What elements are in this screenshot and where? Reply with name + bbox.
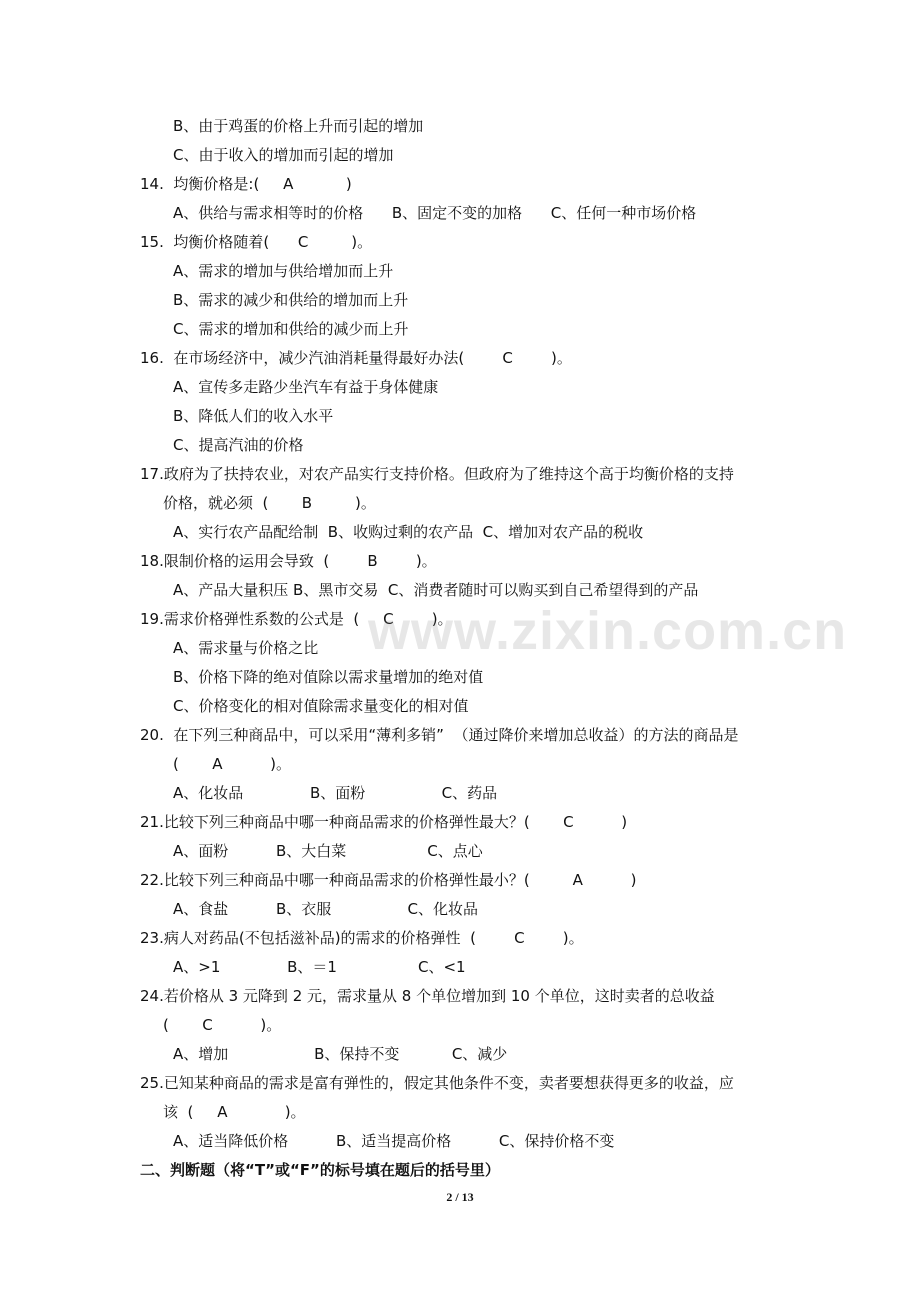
text-line: A、增加 B、保持不变 C、减少 bbox=[173, 1045, 508, 1063]
text-line: A、>1 B、＝1 C、<1 bbox=[173, 958, 466, 976]
text-line: A、需求的增加与供给增加而上升 bbox=[173, 262, 394, 280]
question-23: 23.病人对药品(不包括滋补品)的需求的价格弹性 ( C )。 bbox=[140, 929, 584, 947]
text-line: A、产品大量积压 B、黑市交易 C、消费者随时可以购买到自己希望得到的产品 bbox=[173, 581, 699, 599]
text-line: ( C )。 bbox=[163, 1016, 282, 1034]
text-line: B、由于鸡蛋的价格上升而引起的增加 bbox=[173, 117, 424, 135]
question-19: 19.需求价格弹性系数的公式是 ( C )。 bbox=[140, 610, 453, 628]
text-line: A、实行农产品配给制 B、收购过剩的农产品 C、增加对农产品的税收 bbox=[173, 523, 644, 541]
question-20: 20. 在下列三种商品中，可以采用“薄利多销” （通过降价来增加总收益）的方法的商品是 bbox=[140, 726, 739, 744]
text-line: 价格，就必须 ( B )。 bbox=[163, 494, 376, 512]
text-line: A、面粉 B、大白菜 C、点心 bbox=[173, 842, 483, 860]
text-line: C、价格变化的相对值除需求量变化的相对值 bbox=[173, 697, 469, 715]
question-16: 16. 在市场经济中，减少汽油消耗量得最好办法( C )。 bbox=[140, 349, 572, 367]
text-line: ( A )。 bbox=[173, 755, 292, 773]
question-21: 21.比较下列三种商品中哪一种商品需求的价格弹性最大？( C ) bbox=[140, 813, 628, 831]
text-line: A、需求量与价格之比 bbox=[173, 639, 319, 657]
text-line: A、食盐 B、衣服 C、化妆品 bbox=[173, 900, 478, 918]
question-18: 18.限制价格的运用会导致 ( B )。 bbox=[140, 552, 437, 570]
question-15: 15. 均衡价格随着( C )。 bbox=[140, 233, 373, 251]
text-line: C、由于收入的增加而引起的增加 bbox=[173, 146, 394, 164]
text-line: C、需求的增加和供给的减少而上升 bbox=[173, 320, 409, 338]
question-24: 24.若价格从 3 元降到 2 元，需求量从 8 个单位增加到 10 个单位，这时卖者的总收益 bbox=[140, 987, 715, 1005]
text-line: A、适当降低价格 B、适当提高价格 C、保持价格不变 bbox=[173, 1132, 615, 1150]
watermark: www.zixin.com.cn bbox=[368, 601, 848, 661]
question-14: 14. 均衡价格是:( A ) bbox=[140, 175, 352, 193]
text-line: A、供给与需求相等时的价格 B、固定不变的加格 C、任何一种市场价格 bbox=[173, 204, 697, 222]
section-heading: 二、判断题（将“T”或“F”的标号填在题后的括号里） bbox=[140, 1161, 500, 1179]
text-line: A、宣传多走路少坐汽车有益于身体健康 bbox=[173, 378, 439, 396]
text-line: C、提高汽油的价格 bbox=[173, 436, 304, 454]
question-22: 22.比较下列三种商品中哪一种商品需求的价格弹性最小？( A ) bbox=[140, 871, 637, 889]
text-line: 该 ( A )。 bbox=[163, 1103, 306, 1121]
page-number: 2 / 13 bbox=[446, 1190, 474, 1204]
text-line: B、降低人们的收入水平 bbox=[173, 407, 334, 425]
text-line: A、化妆品 B、面粉 C、药品 bbox=[173, 784, 498, 802]
text-line: B、价格下降的绝对值除以需求量增加的绝对值 bbox=[173, 668, 484, 686]
text-line: B、需求的减少和供给的增加而上升 bbox=[173, 291, 409, 309]
question-17: 17.政府为了扶持农业，对农产品实行支持价格。但政府为了维持这个高于均衡价格的支持 bbox=[140, 465, 734, 483]
question-25: 25.已知某种商品的需求是富有弹性的，假定其他条件不变，卖者要想获得更多的收益，应 bbox=[140, 1074, 734, 1092]
